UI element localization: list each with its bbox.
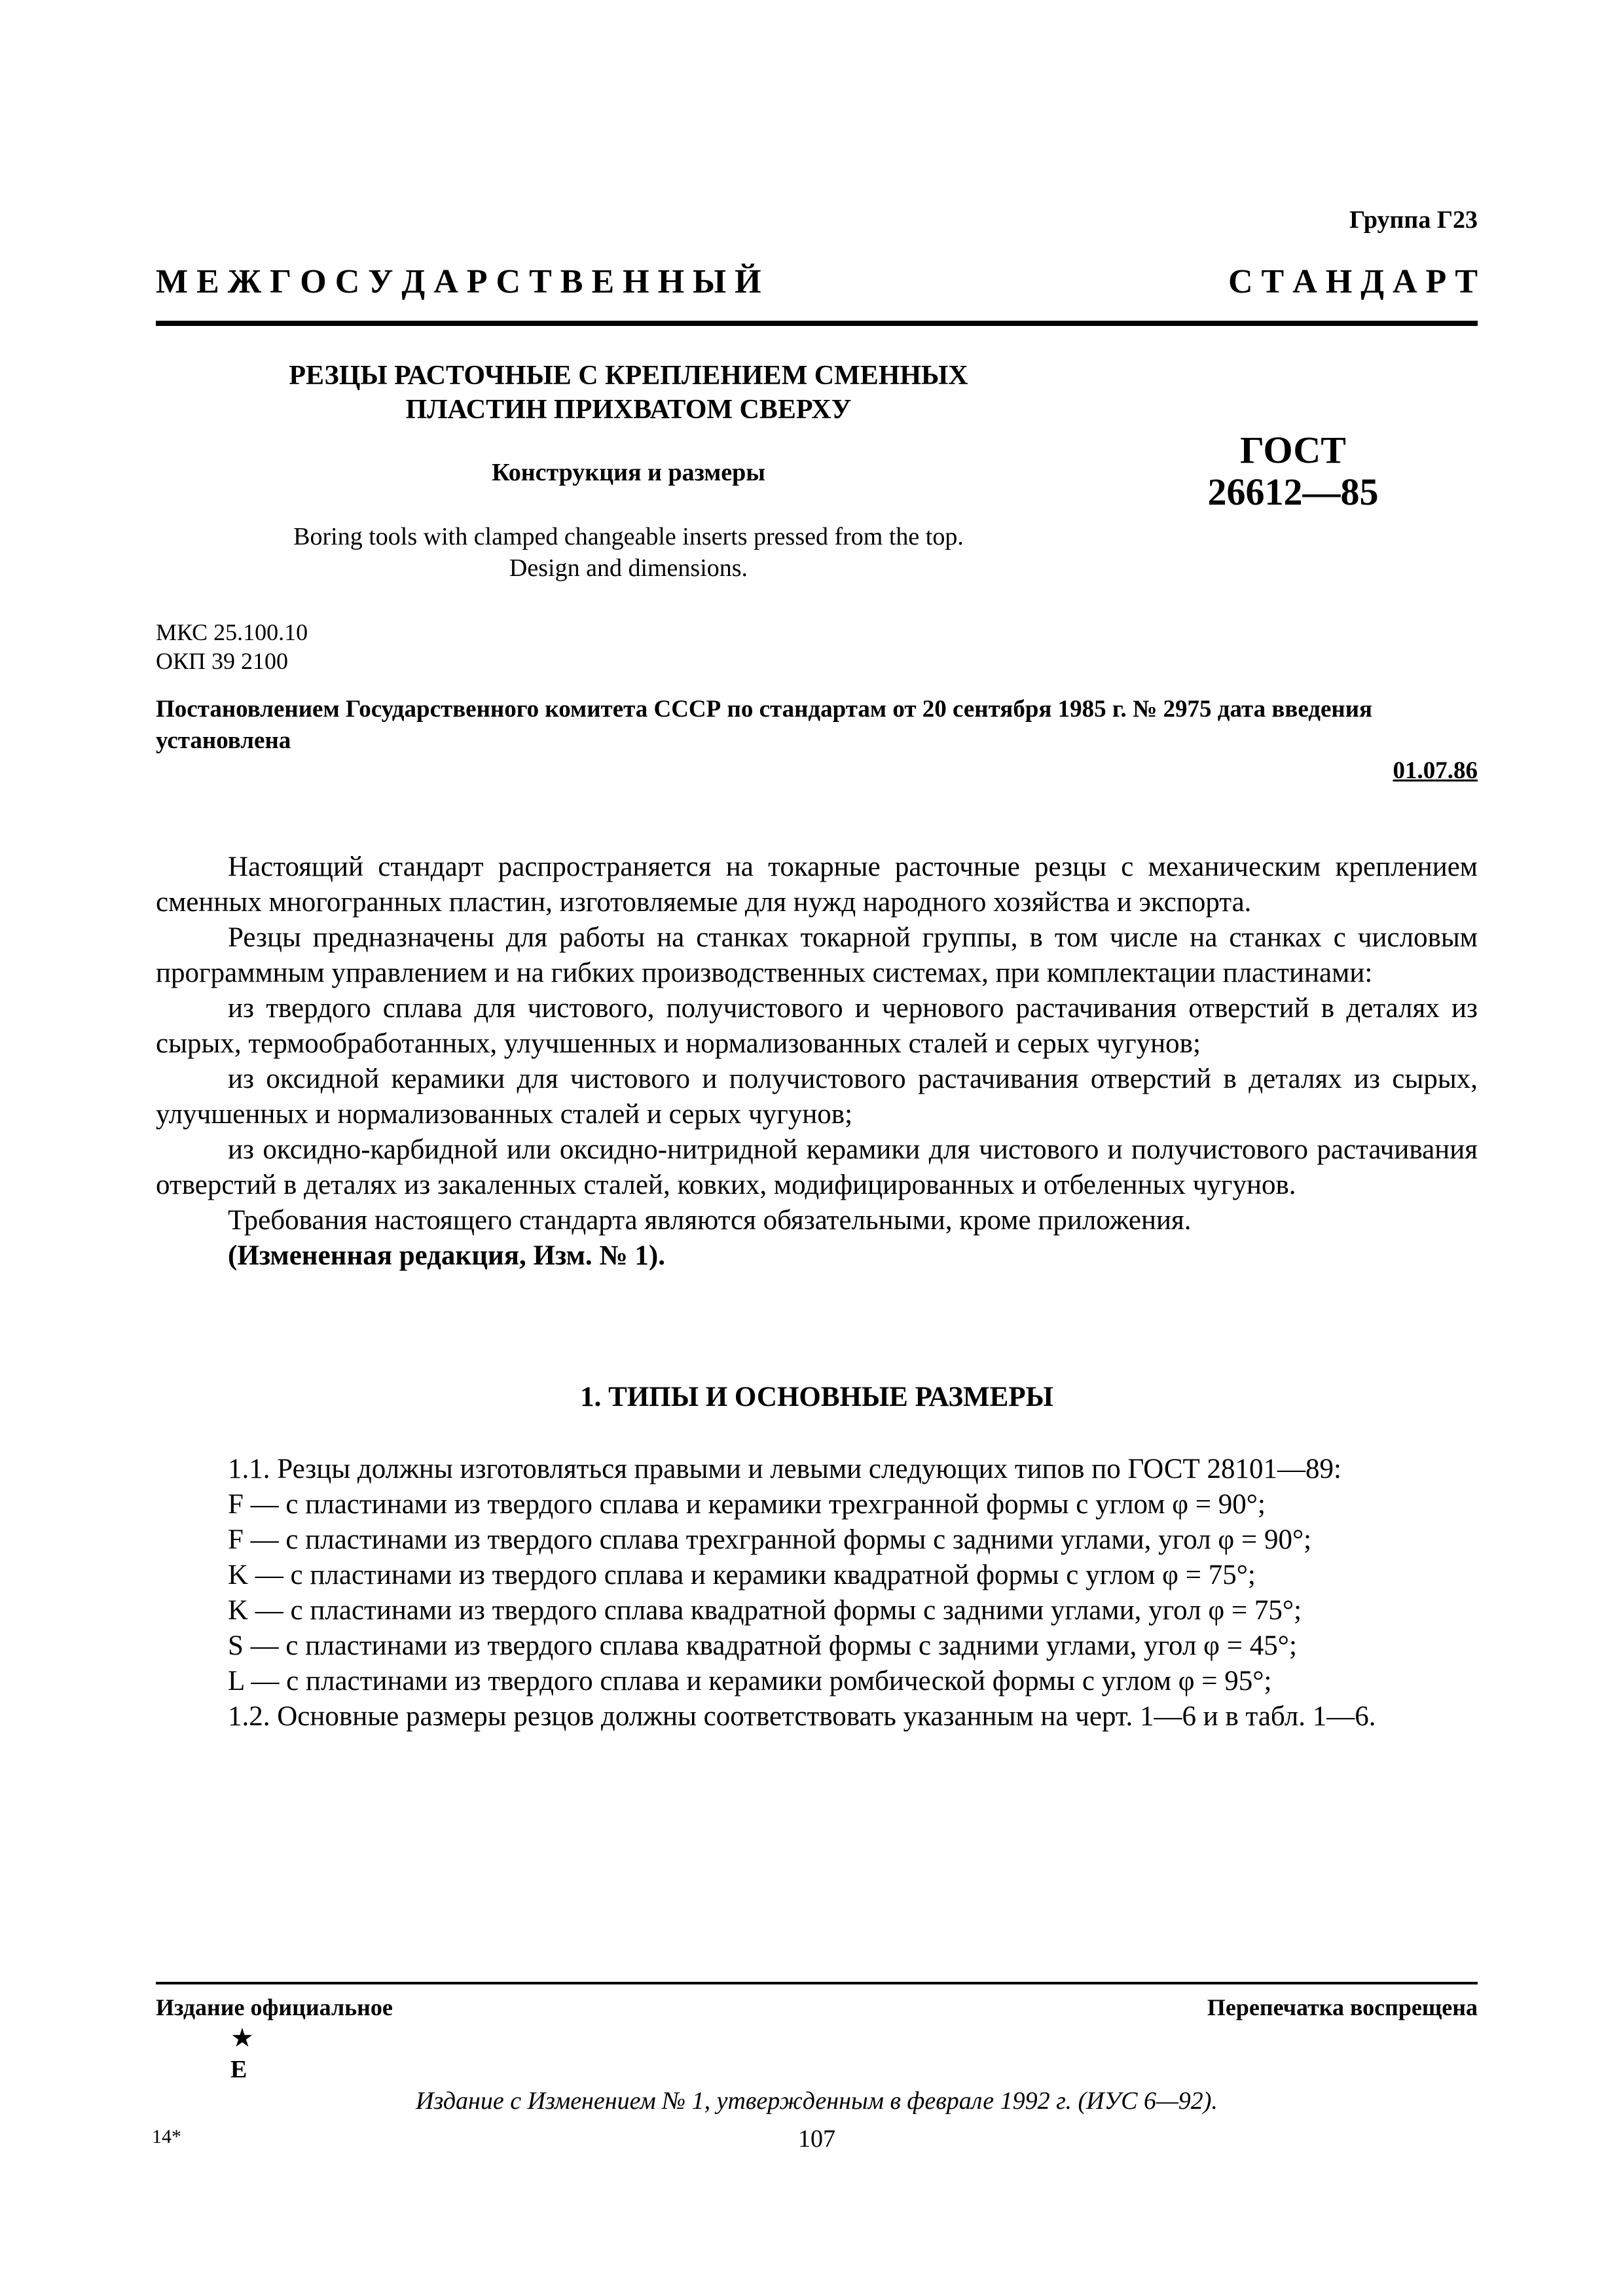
paragraph: из оксидной керамики для чистового и получистового растачивания отверстий в деталях из сырых, улучшенных и нормализованных сталей и серых чугунов; — [156, 1064, 1478, 1130]
okp-code: ОКП 39 2100 — [156, 648, 289, 674]
document-subtitle: Конструкция и размеры — [492, 459, 765, 486]
list-item: K — с пластинами из твердого сплава и керамики квадратной формы с углом φ = 75°; — [228, 1560, 1256, 1590]
english-title-line-1: Boring tools with clamped changeable inserts pressed from the top. — [293, 523, 964, 550]
list-item: F — с пластинами из твердого сплава и керамики трехгранной формы с углом φ = 90°; — [228, 1489, 1266, 1520]
page-number: 107 — [798, 2125, 835, 2153]
english-title — [190, 521, 1067, 584]
paragraph: из оксидно-карбидной или оксидно-нитридной керамики для чистового и получистового растачивания отверстий в деталях из закаленных сталей, ковких, модифицированных и отбеленных чугунов. — [156, 1134, 1478, 1200]
signature-mark: 14* — [152, 2126, 181, 2147]
banner-standard: С Т А Н Д А Р Т — [1228, 263, 1478, 300]
english-title-line-2: Design and dimensions. — [509, 554, 748, 582]
list-item: 1.1. Резцы должны изготовляться правыми и левыми следующих типов по ГОСТ 28101—89: — [228, 1454, 1341, 1484]
header-rule — [156, 321, 1478, 326]
edition-note: Издание с Изменением № 1, утвержденным в феврале 1992 г. (ИУС 6—92). — [416, 2087, 1218, 2115]
amendment-note: (Измененная редакция, Изм. № 1). — [228, 1240, 665, 1271]
list-item: K — с пластинами из твердого сплава квадратной формы с задними углами, угол φ = 75°; — [228, 1595, 1302, 1626]
list-item: S — с пластинами из твердого сплава квадратной формы с задними углами, угол φ = 45°; — [228, 1630, 1297, 1661]
reprint-prohibited: Перепечатка воспрещена — [1207, 1994, 1478, 2020]
title-line-1: РЕЗЦЫ РАСТОЧНЫЕ С КРЕПЛЕНИЕМ СМЕННЫХ — [289, 361, 968, 391]
list-item: F — с пластинами из твердого сплава трехгранной формы с задними углами, угол φ = 90°; — [228, 1524, 1312, 1555]
official-edition: Издание официальное — [156, 1994, 393, 2020]
group-code: Группа Г23 — [1349, 206, 1478, 234]
footer-rule — [156, 1982, 1478, 1984]
gost-designation — [1152, 429, 1434, 513]
section-heading: 1. ТИПЫ И ОСНОВНЫЕ РАЗМЕРЫ — [580, 1382, 1053, 1412]
list-item: L — с пластинами из твердого сплава и керамики ромбической формы с углом φ = 95°; — [228, 1666, 1272, 1696]
gost-number: 26612—85 — [1207, 471, 1379, 513]
mks-code: МКС 25.100.10 — [156, 619, 308, 645]
star-icon: ★ — [230, 2023, 254, 2053]
document-title — [190, 359, 1067, 427]
title-line-2: ПЛАСТИН ПРИХВАТОМ СВЕРХУ — [405, 395, 852, 425]
banner-interstate: М Е Ж Г О С У Д А Р С Т В Е Н Н Ы Й — [156, 263, 761, 300]
paragraph: Резцы предназначены для работы на станках токарной группы, в том числе на станках с числовым программным управлением и на гибких производственных системах, при комплектации пластинами: — [156, 922, 1478, 988]
paragraph: Настоящий стандарт распространяется на токарные расточные резцы с механическим креплением сменных многогранных пластин, изготовляемые для нужд народного хозяйства и экспорта. — [156, 852, 1478, 918]
gost-label: ГОСТ — [1240, 429, 1346, 471]
types-list — [228, 1452, 1478, 1734]
edition-mark: Е — [230, 2056, 247, 2083]
paragraph: Требования настоящего стандарта являются обязательными, кроме приложения. — [228, 1205, 1192, 1236]
standard-banner — [156, 264, 1478, 301]
paragraph: из твердого сплава для чистового, получистового и чернового растачивания отверстий в деталях из сырых, термообработанных, улучшенных и нормализованных сталей и серых чугунов; — [156, 993, 1478, 1059]
decree-text: Постановлением Государственного комитета СССР по стандартам от 20 сентября 1985 г. № 2975 дата введения установлена — [156, 696, 1373, 754]
introduction-date: 01.07.86 — [1393, 757, 1478, 784]
body-text — [156, 850, 1478, 1274]
classification-codes — [156, 618, 308, 675]
list-item: 1.2. Основные размеры резцов должны соответствовать указанным на черт. 1—6 и в табл. 1—6. — [228, 1701, 1376, 1732]
